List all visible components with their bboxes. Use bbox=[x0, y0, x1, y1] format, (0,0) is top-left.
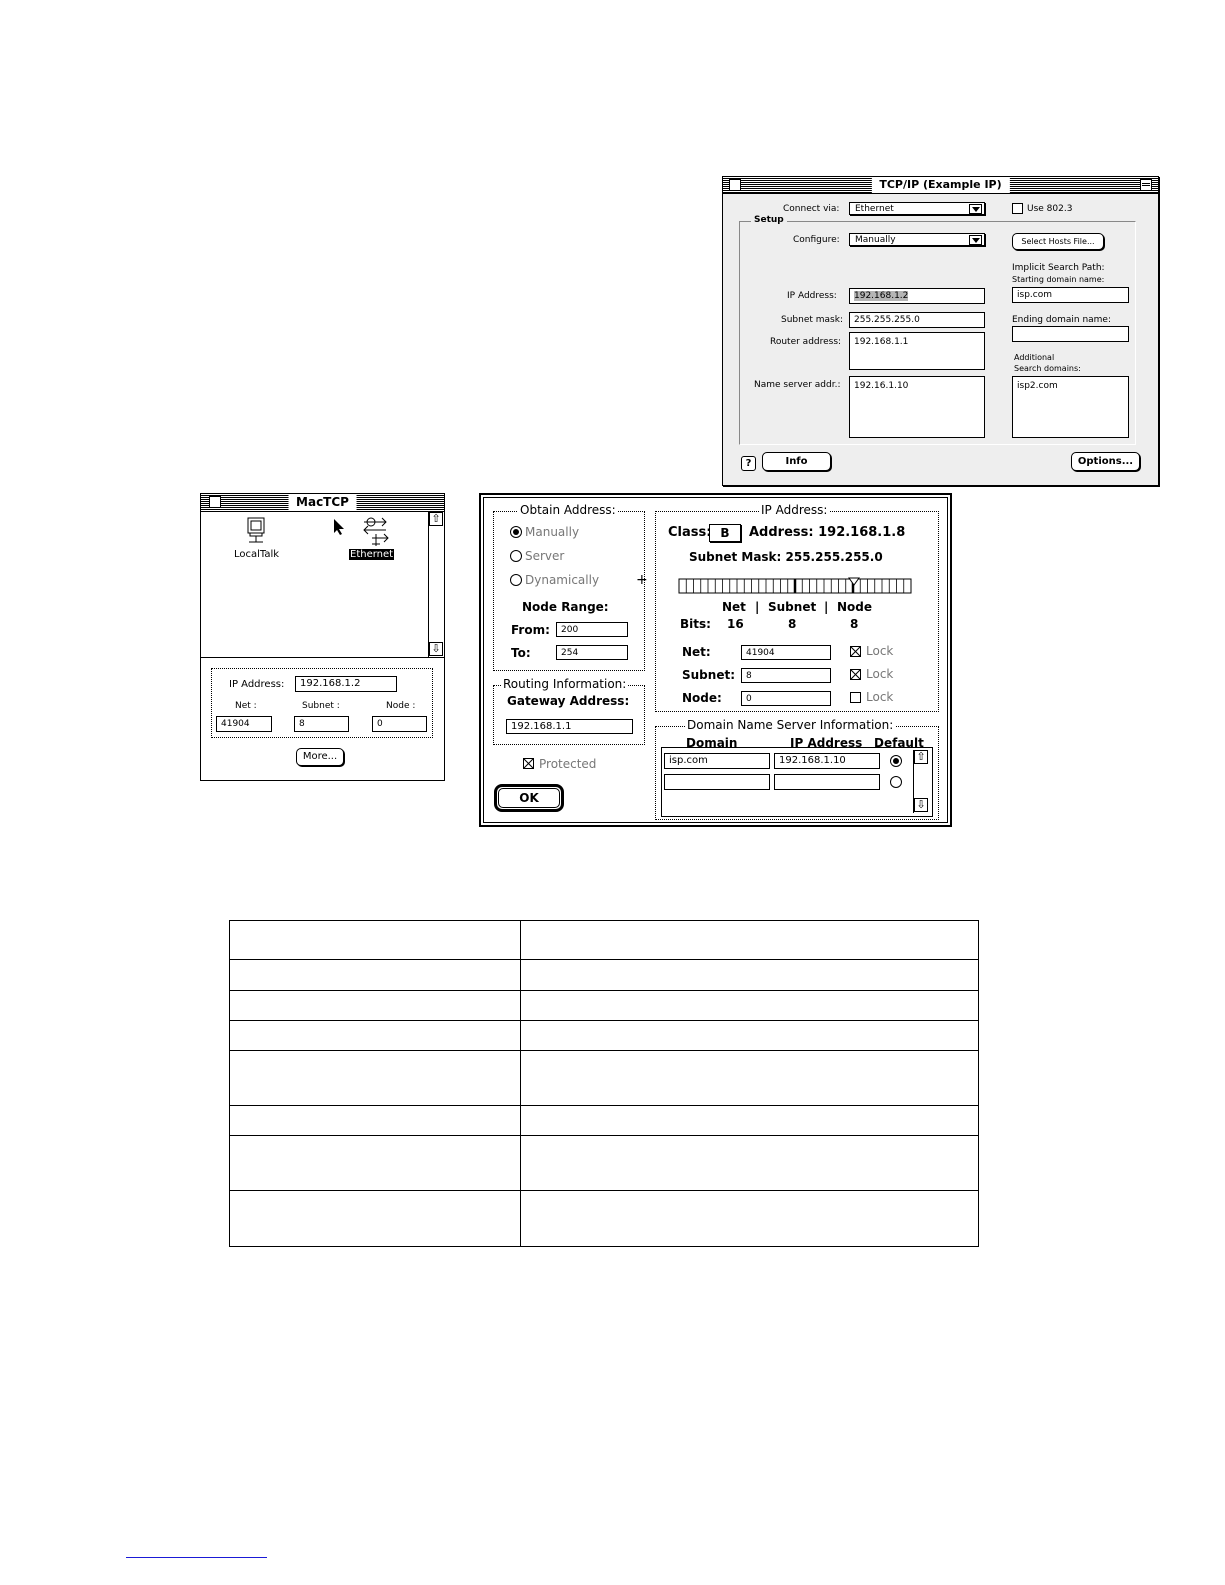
use-8023-checkbox[interactable] bbox=[1012, 203, 1023, 214]
protected-label: Protected bbox=[539, 757, 597, 771]
table-row bbox=[230, 991, 979, 1021]
to-label: To: bbox=[511, 646, 531, 660]
subnet-mask-field[interactable]: 255.255.255.0 bbox=[849, 312, 985, 328]
configure-popup[interactable] bbox=[849, 233, 985, 246]
mactcp-titlebar[interactable] bbox=[201, 494, 444, 512]
ip-address-value: 192.168.1.2 bbox=[854, 291, 909, 301]
subnet-label: Subnet: bbox=[682, 668, 735, 682]
cursor-arrow-icon bbox=[333, 518, 345, 540]
ip-address-label: IP Address: bbox=[229, 679, 285, 690]
subnet-field[interactable]: 8 bbox=[294, 716, 349, 732]
table-row bbox=[230, 1051, 979, 1106]
bits-subnet-value: 8 bbox=[788, 617, 797, 631]
window-title: MacTCP bbox=[288, 494, 357, 511]
table-cell bbox=[230, 1191, 521, 1247]
gateway-field[interactable]: 192.168.1.1 bbox=[506, 719, 633, 734]
manually-radio[interactable] bbox=[510, 526, 522, 538]
more-button[interactable]: More... bbox=[296, 748, 344, 766]
dns-ip-field[interactable] bbox=[774, 774, 880, 790]
popup-arrow-icon bbox=[969, 235, 982, 245]
ethernet-icon[interactable] bbox=[358, 514, 392, 552]
ip-address-label: IP Address: bbox=[787, 291, 837, 301]
window-title: TCP/IP (Example IP) bbox=[871, 177, 1009, 193]
table-cell bbox=[521, 1136, 979, 1191]
select-hosts-file-button[interactable]: Select Hosts File... bbox=[1012, 233, 1104, 250]
additional-search-domains-field[interactable]: isp2.com bbox=[1012, 376, 1129, 438]
net-field[interactable]: 41904 bbox=[216, 716, 272, 732]
obtain-address-title: Obtain Address: bbox=[520, 503, 616, 517]
ethernet-label: Ethernet bbox=[350, 549, 394, 560]
scroll-down-arrow-icon[interactable]: ⇩ bbox=[914, 798, 928, 812]
ip-address-field[interactable]: 192.168.1.2 bbox=[295, 676, 397, 692]
separator-2: | bbox=[824, 600, 829, 614]
separator-1: | bbox=[755, 600, 760, 614]
ok-button[interactable]: OK bbox=[498, 788, 560, 808]
dns-ip-field[interactable]: 192.168.1.10 bbox=[774, 753, 880, 769]
scroll-up-arrow-icon[interactable]: ⇧ bbox=[429, 512, 443, 526]
connect-via-popup[interactable] bbox=[849, 202, 985, 215]
net-column-label: Net bbox=[722, 600, 746, 614]
dns-title: Domain Name Server Information: bbox=[687, 718, 894, 732]
mactcp-window bbox=[200, 493, 445, 781]
dns-default-header: Default bbox=[874, 736, 924, 750]
address-text: Address: 192.168.1.8 bbox=[749, 525, 906, 540]
table-cell bbox=[230, 1136, 521, 1191]
table-row bbox=[230, 1191, 979, 1247]
slider-thumb-icon[interactable] bbox=[848, 572, 860, 591]
scrollbar[interactable] bbox=[428, 512, 444, 657]
router-address-label: Router address: bbox=[770, 337, 842, 347]
node-column-label: Node bbox=[837, 600, 873, 614]
tcpip-window bbox=[722, 176, 1159, 486]
popup-arrow-icon bbox=[969, 204, 982, 214]
starting-domain-field[interactable]: isp.com bbox=[1012, 287, 1129, 303]
ip-address-title: IP Address: bbox=[761, 503, 828, 517]
dns-domain-field[interactable] bbox=[664, 774, 770, 790]
dns-scrollbar[interactable] bbox=[913, 750, 928, 813]
table-cell bbox=[230, 1051, 521, 1106]
table-cell bbox=[230, 921, 521, 960]
bit-slider-graphic bbox=[678, 578, 912, 596]
info-button[interactable]: Info bbox=[762, 452, 831, 471]
ending-domain-field[interactable] bbox=[1012, 326, 1129, 342]
name-server-label: Name server addr.: bbox=[754, 380, 841, 390]
dynamically-label: Dynamically bbox=[525, 573, 600, 587]
zoom-box-icon[interactable] bbox=[1140, 179, 1152, 191]
dns-default-radio[interactable] bbox=[890, 776, 902, 788]
subnet-bit-slider[interactable] bbox=[678, 578, 912, 594]
class-value: B bbox=[709, 524, 741, 542]
use-8023-label: Use 802.3 bbox=[1027, 204, 1073, 214]
routing-title: Routing Information: bbox=[503, 677, 627, 691]
net-field[interactable]: 41904 bbox=[741, 645, 831, 660]
net-label: Net: bbox=[682, 645, 711, 659]
close-box-icon[interactable] bbox=[729, 179, 741, 191]
node-label: Node: bbox=[682, 691, 722, 705]
table-row bbox=[230, 1106, 979, 1136]
bits-node-value: 8 bbox=[850, 617, 859, 631]
table-cell bbox=[521, 991, 979, 1021]
crosshair-cursor-icon: + bbox=[636, 572, 648, 588]
localtalk-label: LocalTalk bbox=[234, 549, 280, 560]
protected-checkbox[interactable] bbox=[523, 758, 534, 769]
node-lock-label: Lock bbox=[866, 690, 894, 704]
table-cell bbox=[521, 1106, 979, 1136]
subnet-lock-label: Lock bbox=[866, 667, 894, 681]
manually-label: Manually bbox=[525, 525, 580, 539]
ending-domain-label: Ending domain name: bbox=[1012, 315, 1112, 325]
scroll-up-arrow-icon[interactable]: ⇧ bbox=[914, 750, 928, 764]
bits-label: Bits: bbox=[680, 617, 711, 631]
configure-label: Configure: bbox=[793, 235, 840, 245]
tcpip-titlebar[interactable] bbox=[723, 177, 1158, 194]
divider bbox=[201, 657, 444, 658]
connect-via-value: Ethernet bbox=[855, 204, 894, 214]
table-cell bbox=[521, 1051, 979, 1106]
class-label: Class: bbox=[668, 525, 712, 540]
to-field[interactable]: 254 bbox=[556, 645, 628, 660]
starting-domain-label: Starting domain name: bbox=[1012, 275, 1105, 284]
bits-net-value: 16 bbox=[727, 617, 744, 631]
scroll-down-arrow-icon[interactable]: ⇩ bbox=[429, 642, 443, 656]
network-list bbox=[201, 512, 428, 657]
computer-icon[interactable] bbox=[245, 517, 267, 545]
dns-domain-field[interactable]: isp.com bbox=[664, 753, 770, 769]
table-cell bbox=[230, 960, 521, 991]
table-cell bbox=[521, 960, 979, 991]
dynamically-radio[interactable] bbox=[510, 574, 522, 586]
net-lock-label: Lock bbox=[866, 644, 894, 658]
table-cell bbox=[230, 991, 521, 1021]
table-row bbox=[230, 960, 979, 991]
ip-address-field[interactable] bbox=[849, 288, 985, 304]
table-cell bbox=[521, 1021, 979, 1051]
subnet-field[interactable]: 8 bbox=[741, 668, 831, 683]
blank-table bbox=[229, 920, 979, 1247]
dns-ip-header: IP Address bbox=[790, 736, 863, 750]
help-icon[interactable]: ? bbox=[741, 456, 756, 471]
node-field[interactable]: 0 bbox=[741, 691, 831, 706]
subnet-column-label: Subnet bbox=[768, 600, 817, 614]
table-cell bbox=[521, 921, 979, 960]
additional-label: Additional bbox=[1014, 353, 1055, 362]
configure-value: Manually bbox=[855, 235, 896, 245]
router-address-field[interactable]: 192.168.1.1 bbox=[849, 332, 985, 370]
subnet-label: Subnet : bbox=[302, 701, 340, 711]
footnote-rule bbox=[126, 1557, 267, 1558]
from-field[interactable]: 200 bbox=[556, 622, 628, 637]
gateway-label: Gateway Address: bbox=[507, 694, 630, 708]
from-label: From: bbox=[511, 623, 550, 637]
dns-domain-header: Domain bbox=[686, 736, 738, 750]
implicit-search-label: Implicit Search Path: bbox=[1012, 263, 1105, 273]
server-label: Server bbox=[525, 549, 565, 563]
server-radio[interactable] bbox=[510, 550, 522, 562]
table-row bbox=[230, 1136, 979, 1191]
more-dialog bbox=[479, 493, 952, 827]
subnet-mask-text: Subnet Mask: 255.255.255.0 bbox=[689, 550, 883, 564]
options-button[interactable]: Options... bbox=[1071, 452, 1140, 471]
node-lock-checkbox[interactable] bbox=[850, 692, 861, 703]
table-cell bbox=[521, 1191, 979, 1247]
table-cell bbox=[230, 1106, 521, 1136]
table-row bbox=[230, 1021, 979, 1051]
subnet-mask-label: Subnet mask: bbox=[781, 315, 843, 325]
node-label: Node : bbox=[386, 701, 416, 711]
name-server-field[interactable]: 192.16.1.10 bbox=[849, 376, 985, 438]
subnet-lock-checkbox[interactable] bbox=[850, 669, 861, 680]
net-label: Net : bbox=[235, 701, 257, 711]
dns-default-radio[interactable] bbox=[890, 755, 902, 767]
table-cell bbox=[230, 1021, 521, 1051]
node-field[interactable]: 0 bbox=[372, 716, 427, 732]
table-row bbox=[230, 921, 979, 960]
net-lock-checkbox[interactable] bbox=[850, 646, 861, 657]
node-range-label: Node Range: bbox=[522, 600, 609, 614]
search-domains-label: Search domains: bbox=[1014, 364, 1081, 373]
connect-via-label: Connect via: bbox=[783, 204, 840, 214]
close-box-icon[interactable] bbox=[209, 496, 221, 508]
setup-label: Setup bbox=[751, 215, 787, 225]
